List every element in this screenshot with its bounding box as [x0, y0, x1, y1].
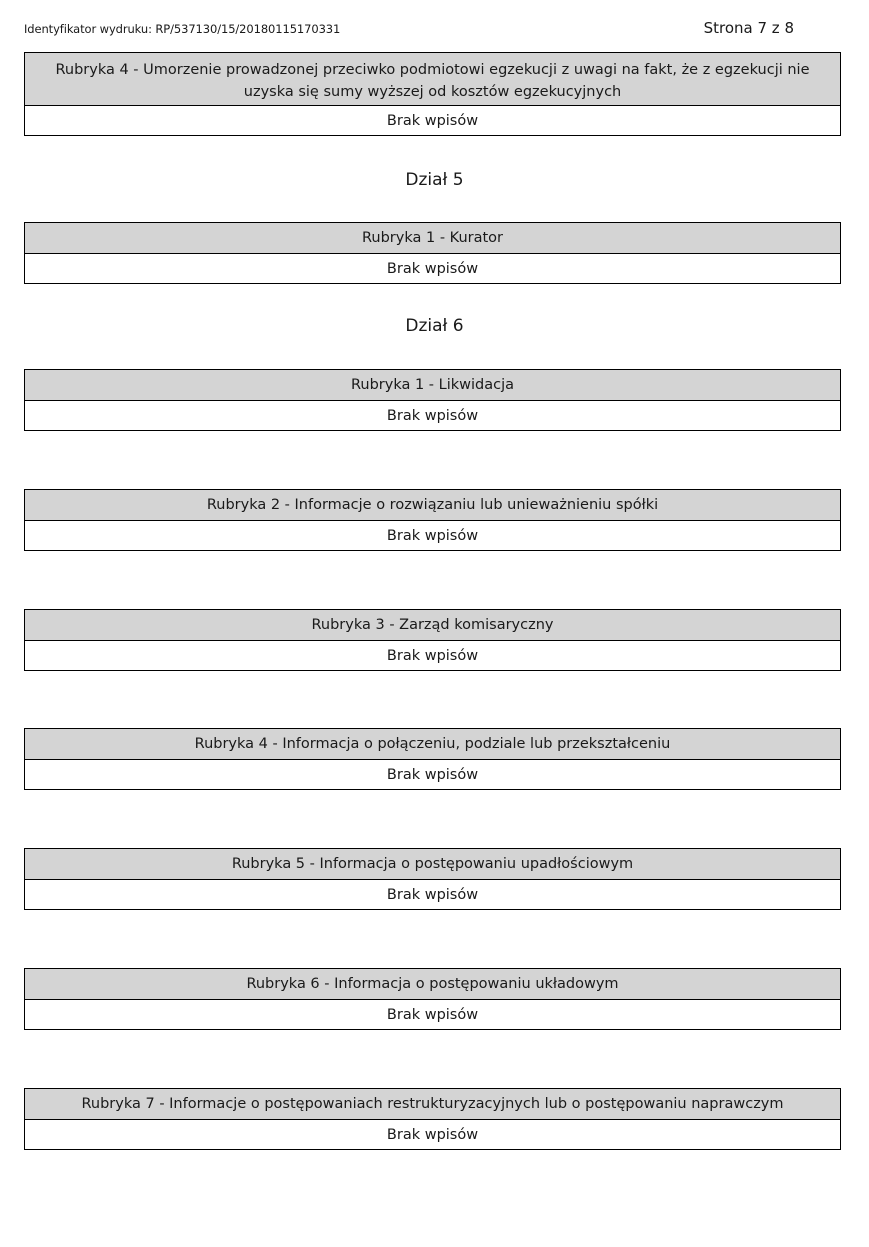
section-title-dzial6: Dział 6	[405, 316, 464, 336]
page-number: Strona 7 z 8	[703, 19, 794, 37]
rubryka-box-dzial4-r4	[24, 52, 841, 136]
rubryka-box-dzial6-r3	[24, 609, 841, 671]
rubryka-title: Rubryka 2 - Informacje o rozwiązaniu lub unieważnieniu spółki	[25, 490, 840, 521]
rubryka-box-dzial5-r1	[24, 222, 841, 284]
rubryka-value: Brak wpisów	[386, 408, 479, 424]
rubryka-value: Brak wpisów	[386, 1007, 479, 1023]
rubryka-value: Brak wpisów	[386, 261, 479, 277]
rubryka-value: Brak wpisów	[386, 887, 479, 903]
rubryka-title: Rubryka 1 - Likwidacja	[25, 370, 840, 401]
rubryka-value: Brak wpisów	[386, 648, 479, 664]
rubryka-title: Rubryka 4 - Informacja o połączeniu, podziale lub przekształceniu	[25, 729, 840, 760]
rubryka-box-dzial6-r6	[24, 968, 841, 1030]
rubryka-title: Rubryka 5 - Informacja o postępowaniu upadłościowym	[25, 849, 840, 880]
rubryka-title: Rubryka 4 - Umorzenie prowadzonej przeciwko podmiotowi egzekucji z uwagi na fakt, że z egzekucji nie uzyska się sumy wyższej od kosztów egzekucyjnych	[25, 53, 840, 106]
section-title-dzial5: Dział 5	[405, 170, 464, 190]
rubryka-box-dzial6-r2	[24, 489, 841, 551]
rubryka-value: Brak wpisów	[386, 528, 479, 544]
rubryka-value: Brak wpisów	[386, 1127, 479, 1143]
rubryka-title: Rubryka 6 - Informacja o postępowaniu układowym	[25, 969, 840, 1000]
rubryka-value: Brak wpisów	[386, 767, 479, 783]
rubryka-box-dzial6-r1	[24, 369, 841, 431]
rubryka-value: Brak wpisów	[386, 113, 479, 129]
rubryka-box-dzial6-r5	[24, 848, 841, 910]
rubryka-title: Rubryka 7 - Informacje o postępowaniach restrukturyzacyjnych lub o postępowaniu naprawczym	[25, 1089, 840, 1120]
rubryka-title: Rubryka 3 - Zarząd komisaryczny	[25, 610, 840, 641]
rubryka-box-dzial6-r4	[24, 728, 841, 790]
document-identifier: Identyfikator wydruku: RP/537130/15/20180115170331	[24, 22, 341, 36]
rubryka-box-dzial6-r7	[24, 1088, 841, 1150]
rubryka-title: Rubryka 1 - Kurator	[25, 223, 840, 254]
